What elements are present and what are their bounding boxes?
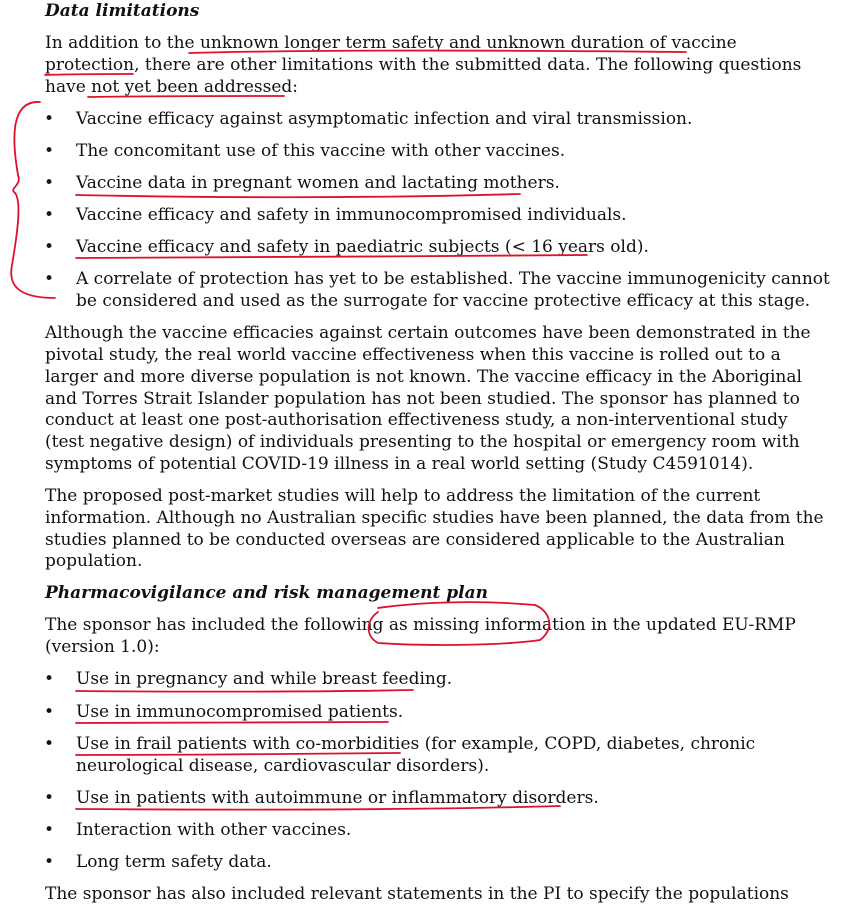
intro-line: protection, there are other limitations with the submitted data. The following questions (45, 55, 802, 75)
bullet-marker: • (44, 852, 55, 872)
bullet-marker: • (44, 788, 55, 808)
list-item: Use in pregnancy and while breast feeding. (76, 669, 453, 689)
paragraph-line: information. Although no Australian specific studies have been planned, the data from the (45, 508, 824, 528)
underline-pregnant-women (76, 194, 520, 197)
bullet-marker: • (44, 141, 55, 161)
paragraph-line: (test negative design) of individuals presenting to the hospital or emergency room with (45, 432, 800, 452)
list-item: Use in frail patients with co-morbidities (for example, COPD, diabetes, chronic (76, 734, 756, 754)
paragraph-line: and Torres Strait Islander population has not been studied. The sponsor has planned to (45, 389, 800, 409)
list-item: The concomitant use of this vaccine with other vaccines. (76, 141, 566, 161)
list-item: Vaccine efficacy and safety in paediatric subjects (< 16 years old). (76, 237, 649, 257)
paragraph-line: The proposed post-market studies will help to address the limitation of the current (45, 486, 761, 506)
closing-line: The sponsor has also included relevant statements in the PI to specify the populations (45, 884, 789, 904)
list-item: Interaction with other vaccines. (76, 820, 352, 840)
bullet-marker: • (44, 205, 55, 225)
bullet-marker: • (44, 702, 55, 722)
list-item: Vaccine data in pregnant women and lactating mothers. (76, 173, 560, 193)
underline-pregnancy (76, 690, 413, 692)
paragraph-line: conduct at least one post-authorisation effectiveness study, a non-interventional study (45, 410, 788, 430)
bullet-marker: • (44, 734, 55, 754)
section-heading-pharmacovigilance: Pharmacovigilance and risk management plan (45, 583, 489, 603)
paragraph-line: population. (45, 551, 143, 571)
list-item-continuation: neurological disease, cardiovascular disorders). (76, 756, 490, 776)
paragraph-line: symptoms of potential COVID-19 illness in a real world setting (Study C4591014). (45, 454, 754, 474)
list-item: A correlate of protection has yet to be established. The vaccine immunogenicity cannot (76, 269, 830, 289)
intro-line: The sponsor has included the following as missing information in the updated EU-RMP (45, 615, 796, 635)
bullet-marker: • (44, 820, 55, 840)
bullet-marker: • (44, 237, 55, 257)
list-item: Vaccine efficacy against asymptomatic infection and viral transmission. (76, 109, 693, 129)
paragraph-line: Although the vaccine efficacies against certain outcomes have been demonstrated in the (45, 323, 811, 343)
bullet-marker: • (44, 669, 55, 689)
list-item: Use in immunocompromised patients. (76, 702, 404, 722)
list-item-continuation: be considered and used as the surrogate for vaccine protective efficacy at this stage. (76, 291, 811, 311)
paragraph-line: studies planned to be conducted overseas are considered applicable to the Australian (45, 530, 785, 550)
list-item: Vaccine efficacy and safety in immunocompromised individuals. (76, 205, 627, 225)
bullet-marker: • (44, 109, 55, 129)
list-item: Use in patients with autoimmune or inflammatory disorders. (76, 788, 599, 808)
paragraph-line: pivotal study, the real world vaccine effectiveness when this vaccine is rolled out to a (45, 345, 781, 365)
list-item: Long term safety data. (76, 852, 272, 872)
paragraph-line: larger and more diverse population is not known. The vaccine efficacy in the Aboriginal (45, 367, 802, 387)
intro-line: In addition to the unknown longer term safety and unknown duration of vaccine (45, 33, 737, 53)
underline-immunocompromised (76, 722, 388, 723)
bullet-marker: • (44, 173, 55, 193)
intro-line: have not yet been addressed: (45, 77, 299, 97)
intro-line: (version 1.0): (45, 637, 160, 657)
section-heading-data-limitations: Data limitations (45, 1, 200, 21)
bullet-marker: • (44, 269, 55, 289)
